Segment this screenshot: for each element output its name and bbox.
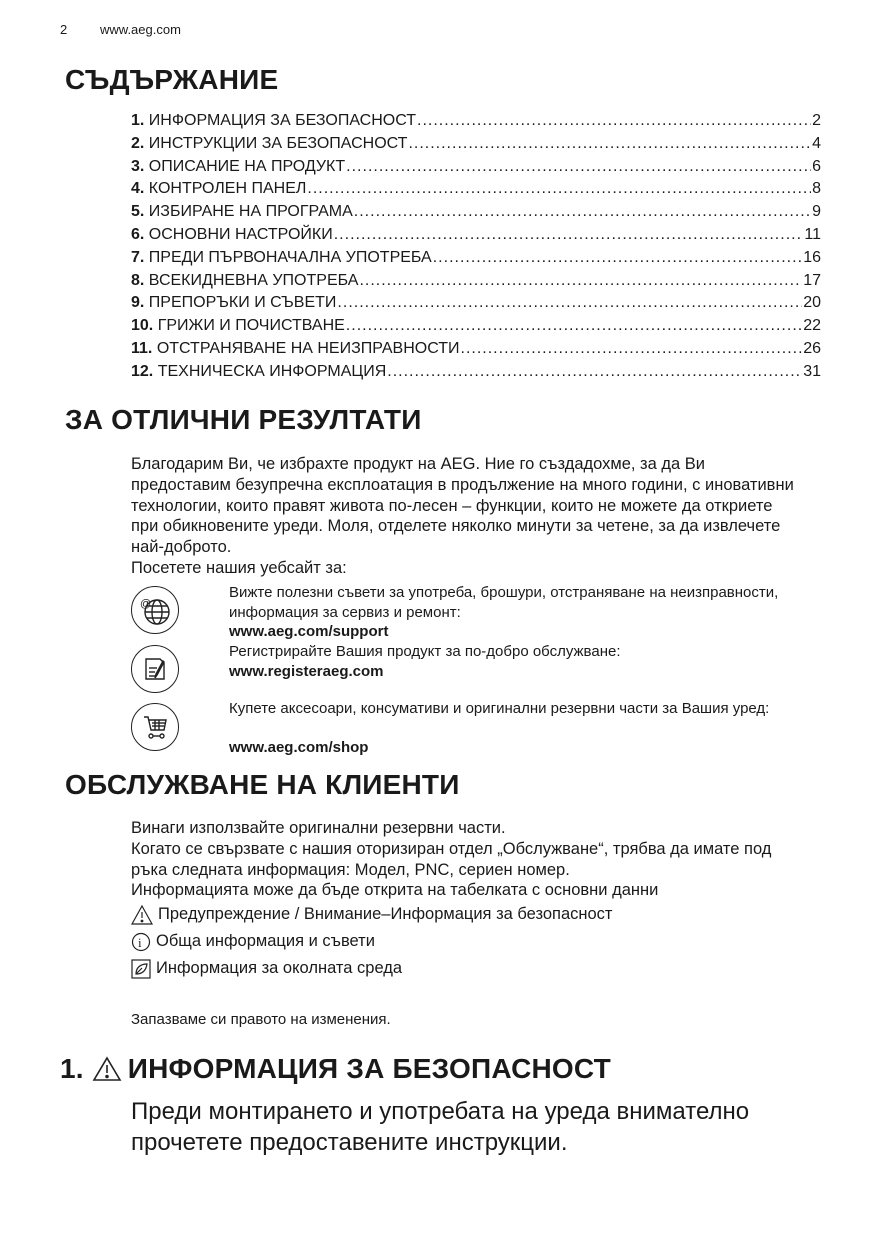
toc-item-number: 2. [131, 134, 145, 152]
toc-item[interactable] [131, 272, 821, 295]
environment-legend [131, 955, 831, 982]
toc-item-label: ОТСТРАНЯВАНЕ НА НЕИЗПРАВНОСТИ [156, 339, 460, 357]
leaf-icon [131, 959, 151, 979]
info-icon [131, 932, 151, 952]
shop-link[interactable]: www.aeg.com/shop [229, 739, 369, 756]
toc-item-page: 17 [803, 271, 821, 289]
info-label: Обща информация и съвети [156, 932, 375, 951]
toc-item[interactable] [131, 180, 821, 203]
warning-label: Предупреждение / Внимание–Информация за безопасност [158, 905, 613, 924]
service-text: Винаги използвайте оригинални резервни части. Когато се свързвате с нашия оторизиран отдел „Обслужване“, трябва да имате под ръка следната информация: Модел, PNC, сериен номер. Информацията може да бъде открита на табелката с основни данни [131, 819, 772, 900]
toc-item-page: 9 [812, 203, 821, 221]
toc-item-page: 26 [803, 339, 821, 357]
toc-item[interactable] [131, 363, 821, 386]
toc-item-page: 2 [812, 112, 821, 129]
toc-item-number: 4. [131, 180, 145, 198]
rights-text: Запазваме си правото на изменения. [131, 1011, 391, 1028]
warning-legend [131, 901, 831, 928]
toc-item[interactable] [131, 158, 821, 181]
safety-title [60, 1053, 611, 1085]
toc-item-number: 9. [131, 294, 145, 312]
toc-leader [359, 272, 802, 290]
safety-text: Преди монтирането и употребата на уреда внимателно прочетете предоставените инструкции. [131, 1098, 750, 1156]
toc-item[interactable] [131, 203, 821, 226]
toc-item-label: ВСЕКИДНЕВНА УПОТРЕБА [148, 271, 359, 289]
toc-item-label: ИНФОРМАЦИЯ ЗА БЕЗОПАСНОСТ [148, 112, 416, 129]
toc-item-label: ОСНОВНИ НАСТРОЙКИ [148, 225, 333, 243]
toc-item-page: 16 [803, 248, 821, 266]
page-number: 2 [60, 22, 68, 37]
toc-item-number: 11. [131, 339, 153, 357]
toc-item-page: 8 [812, 180, 821, 198]
support-text: Вижте полезни съвети за употреба, брошури, отстраняване на неизправности, информация за сервиз и ремонт: [229, 584, 779, 621]
toc-leader [337, 294, 802, 312]
svg-text:i: i [138, 934, 142, 950]
safety-title-text: ИНФОРМАЦИЯ ЗА БЕЗОПАСНОСТ [127, 1053, 611, 1084]
toc-item-number: 5. [131, 203, 145, 221]
visit-text: Посетете нашия уебсайт за: [131, 559, 347, 577]
toc-item-number: 3. [131, 157, 145, 175]
service-title: ОБСЛУЖВАНЕ НА КЛИЕНТИ [65, 769, 460, 800]
toc-item[interactable] [131, 112, 821, 135]
results-title: ЗА ОТЛИЧНИ РЕЗУЛТАТИ [65, 404, 422, 435]
toc-title: СЪДЪРЖАНИЕ [65, 64, 279, 95]
svg-text:@: @ [140, 598, 152, 610]
toc-item[interactable] [131, 317, 821, 340]
toc-item-page: 11 [804, 225, 821, 243]
cart-icon [131, 703, 179, 751]
toc-leader [433, 249, 802, 267]
warning-icon [92, 1056, 122, 1082]
toc-item[interactable] [131, 340, 821, 363]
toc-leader [307, 180, 811, 198]
toc-leader [461, 340, 803, 358]
toc-item-label: ТЕХНИЧЕСКА ИНФОРМАЦИЯ [157, 362, 387, 380]
toc-leader [387, 363, 802, 381]
toc-item-label: ОПИСАНИЕ НА ПРОДУКТ [148, 157, 346, 175]
toc-item[interactable] [131, 135, 821, 158]
toc-leader [417, 112, 811, 130]
toc-leader [334, 226, 804, 244]
toc-item-label: КОНТРОЛЕН ПАНЕЛ [148, 180, 307, 198]
intro-text: Благодарим Ви, че избрахте продукт на AEG. Ние го създадохме, за да Ви предоставим безупречна експлоатация в продължение на много години, с иновативни технологии, които правят живота по-лесен – функции, които не можете да откриете при обикновените уреди. Моля, отделете няколко минути за четене, за да извлечете най-доброто. [131, 455, 794, 557]
toc-item-page: 20 [803, 294, 821, 312]
toc-item-label: ГРИЖИ И ПОЧИСТВАНЕ [157, 317, 345, 335]
toc-leader [346, 158, 811, 176]
environment-label: Информация за околната среда [156, 959, 403, 978]
register-icon [131, 645, 179, 693]
register-link[interactable]: www.registeraeg.com [229, 663, 384, 680]
safety-number: 1. [60, 1053, 84, 1084]
toc-item-page: 4 [812, 134, 821, 152]
globe-icon [131, 586, 179, 634]
toc-leader [354, 203, 811, 221]
toc-item-label: ИЗБИРАНЕ НА ПРОГРАМА [148, 203, 353, 221]
table-of-contents [131, 112, 821, 386]
toc-item-page: 31 [803, 362, 821, 380]
toc-item-number: 6. [131, 225, 145, 243]
info-legend [131, 928, 831, 955]
toc-item[interactable] [131, 226, 821, 249]
toc-item-page: 6 [812, 157, 821, 175]
toc-item-label: ПРЕДИ ПЪРВОНАЧАЛНА УПОТРЕБА [148, 248, 432, 266]
toc-item[interactable] [131, 294, 821, 317]
toc-item[interactable] [131, 249, 821, 272]
header-site: www.aeg.com [100, 22, 181, 37]
toc-item-label: ПРЕПОРЪКИ И СЪВЕТИ [148, 294, 337, 312]
warning-icon [131, 905, 153, 925]
register-text: Регистрирайте Вашия продукт за по-добро обслужване: [229, 643, 621, 660]
toc-item-label: ИНСТРУКЦИИ ЗА БЕЗОПАСНОСТ [148, 134, 408, 152]
toc-item-number: 10. [131, 317, 154, 335]
support-link[interactable]: www.aeg.com/support [229, 623, 389, 640]
toc-item-number: 7. [131, 248, 145, 266]
shop-text: Купете аксесоари, консумативи и оригинални резервни части за Вашия уред: [229, 700, 770, 717]
toc-leader [408, 135, 811, 153]
toc-leader [346, 317, 802, 335]
toc-item-page: 22 [803, 317, 821, 335]
toc-item-number: 1. [131, 112, 145, 129]
toc-item-number: 8. [131, 271, 145, 289]
toc-item-number: 12. [131, 362, 154, 380]
